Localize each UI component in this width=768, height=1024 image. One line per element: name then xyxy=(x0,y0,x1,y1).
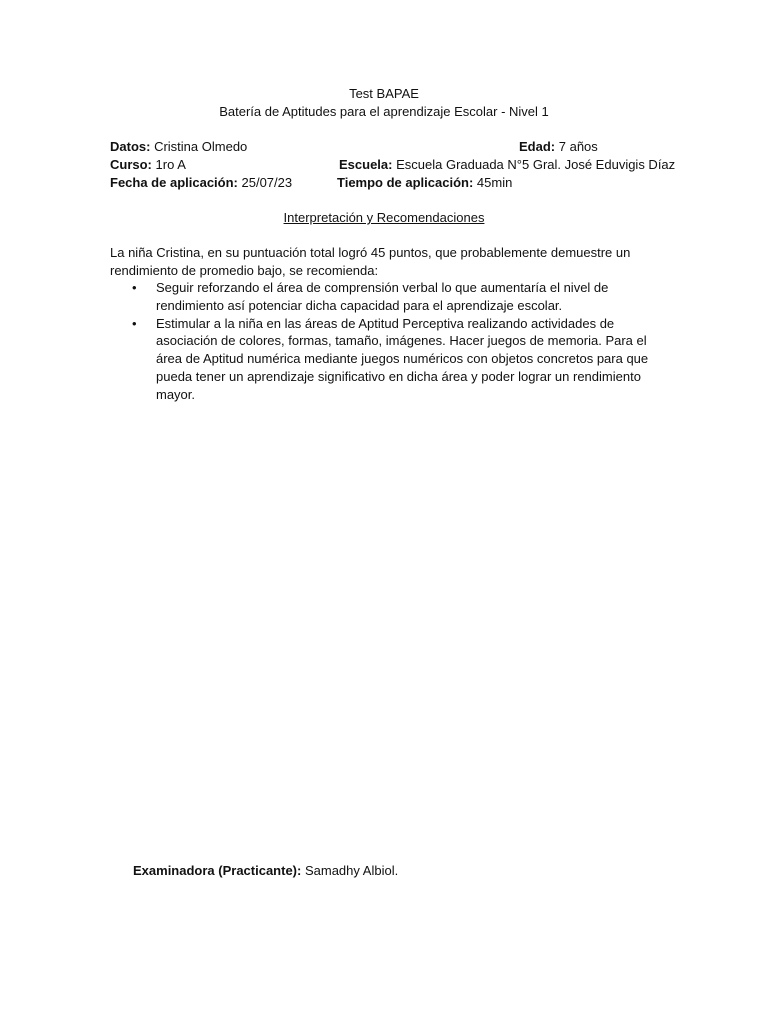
list-item xyxy=(110,315,670,404)
curso-value: 1ro A xyxy=(155,157,186,172)
tiempo-field xyxy=(337,174,512,192)
fecha-value: 25/07/23 xyxy=(241,175,293,190)
examiner-field xyxy=(133,862,398,880)
curso-label: Curso: xyxy=(110,157,152,172)
escuela-label: Escuela: xyxy=(339,157,393,172)
document-subtitle: Batería de Aptitudes para el aprendizaje Escolar - Nivel 1 xyxy=(219,104,549,119)
tiempo-value: 45min xyxy=(476,175,513,190)
document-title: Test BAPAE xyxy=(349,86,419,101)
examiner-value: Samadhy Albiol. xyxy=(304,863,399,878)
fecha-field xyxy=(110,174,292,192)
bullet-icon: • xyxy=(132,280,137,295)
section-heading: Interpretación y Recomendaciones xyxy=(283,210,485,225)
escuela-field xyxy=(339,156,675,174)
curso-field xyxy=(110,156,186,174)
bullet-icon: • xyxy=(132,315,137,331)
fecha-label: Fecha de aplicación: xyxy=(110,175,238,190)
datos-value: Cristina Olmedo xyxy=(154,139,248,154)
datos-label: Datos: xyxy=(110,139,151,154)
edad-field xyxy=(519,138,598,156)
intro-paragraph: La niña Cristina, en su puntuación total logró 45 puntos, que probablemente demuestre un rendimiento de promedio bajo, se recomienda: xyxy=(110,245,631,278)
tiempo-label: Tiempo de aplicación: xyxy=(337,175,474,190)
recommendation-text: Estimular a la niña en las áreas de Aptitud Perceptiva realizando actividades de asociación de colores, formas, tamaño, imágenes. Hacer juegos de memoria. Para el área de Aptitud numérica mediante juegos numéricos con objetos concretos para que pueda tener un aprendizaje significativo en dicha área y poder lograr un rendimiento mayor. xyxy=(156,315,649,402)
edad-label: Edad: xyxy=(519,139,556,154)
examiner-label: Examinadora (Practicante): xyxy=(133,863,302,878)
recommendation-text: Seguir reforzando el área de comprensión verbal lo que aumentaría el nivel de rendimiento así potenciar dicha capacidad para el aprendizaje escolar. xyxy=(156,280,609,313)
datos-field xyxy=(110,138,247,156)
list-item xyxy=(110,279,670,315)
edad-value: 7 años xyxy=(558,139,598,154)
recommendations-list xyxy=(110,279,670,404)
escuela-value: Escuela Graduada N°5 Gral. José Eduvigis Díaz xyxy=(396,157,676,172)
